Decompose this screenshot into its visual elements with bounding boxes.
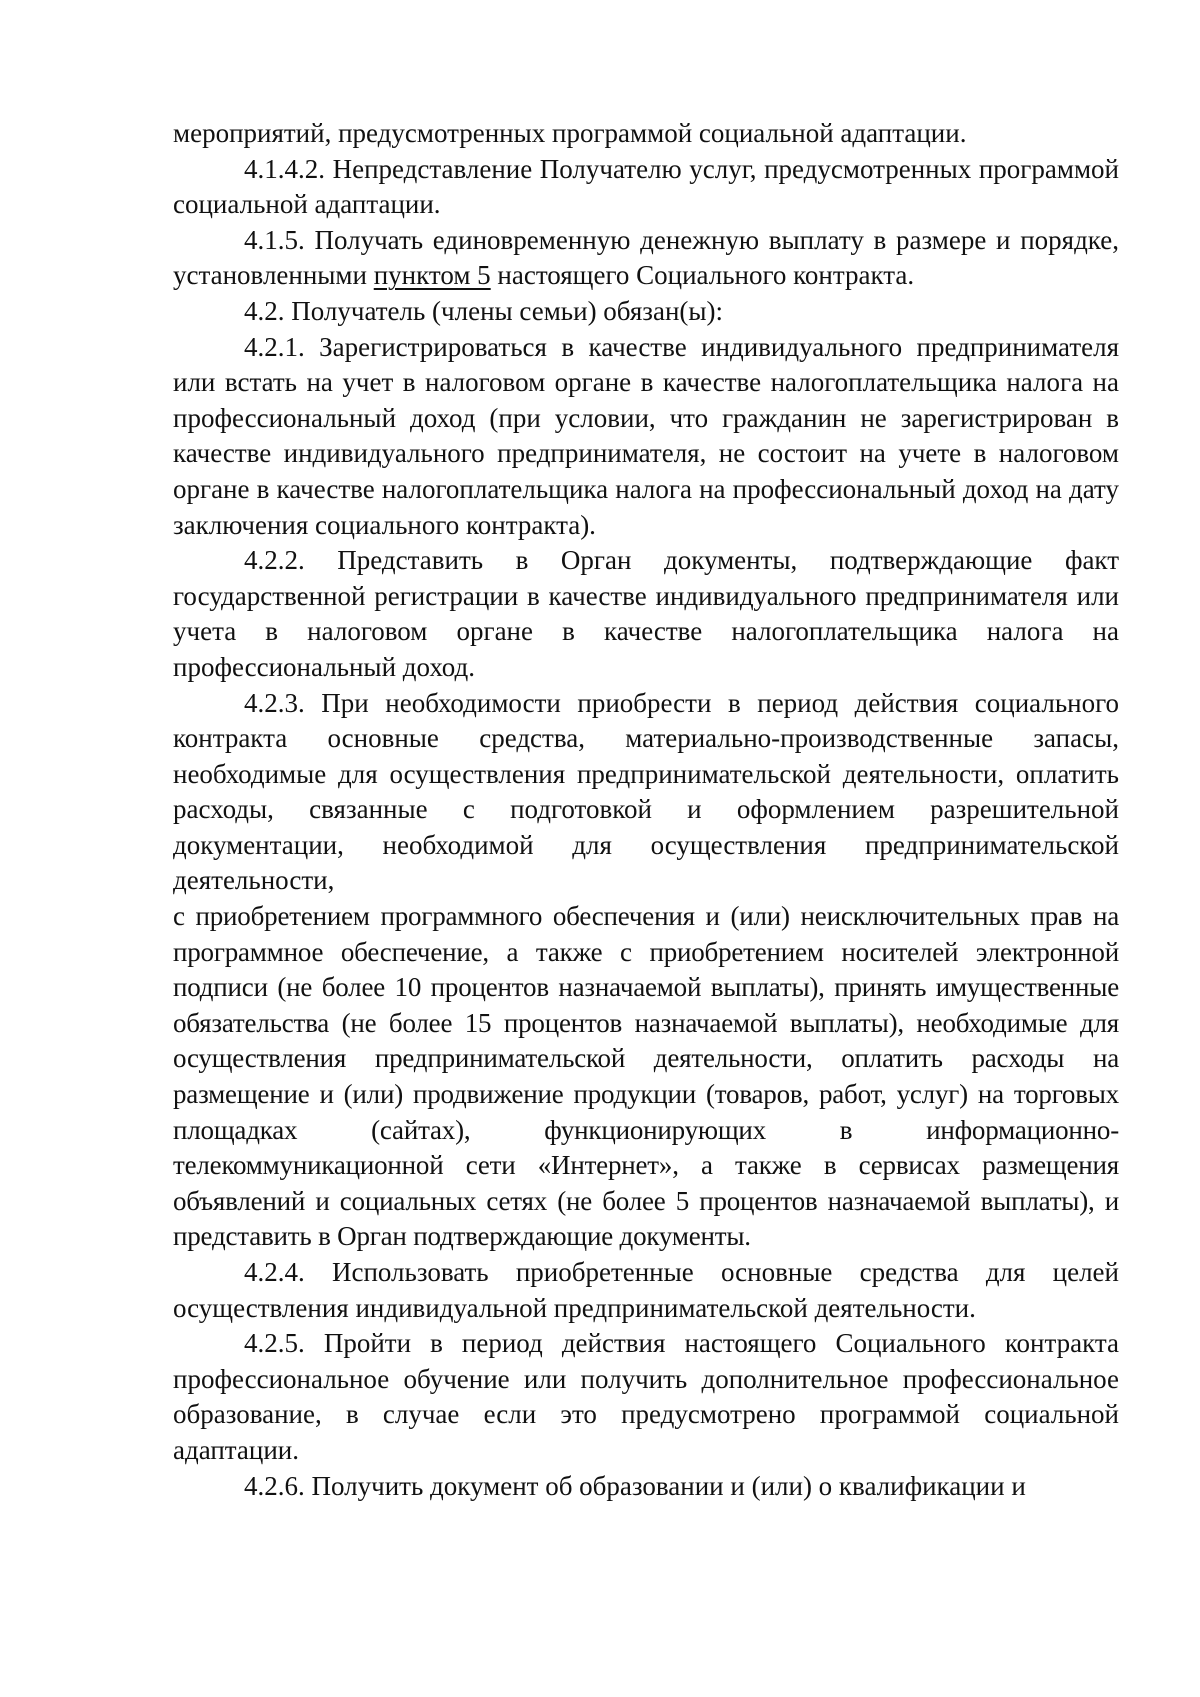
- paragraph-4-1-5-text-end: настоящего Социального контракта.: [490, 260, 915, 291]
- paragraph-4-2-6: 4.2.6. Получить документ об образовании и (или) о квалификации и: [244, 1470, 1026, 1501]
- paragraph-4-2-4: 4.2.4. Использовать приобретенные основные средства для целей осуществления индивидуальной предпринимательской деятельности.: [173, 1257, 1119, 1323]
- paragraph-4-2-3-continuation: с приобретением программного обеспечения и (или) неисключительных прав на программное обеспечение, а также с приобретением носителей электронной подписи (не более 10 процентов назначаемой выплаты), принять имущественные обязательства (не более 15 процентов назначаемой выплаты), необходимые для осуществления предпринимательской деятельности, оплатить расходы на размещение и (или) продвижение продукции (товаров, работ, услуг) на торговых площадках (сайтах), функционирующих в информационно-телекоммуникационной сети «Интернет», а также в сервисах размещения объявлений и социальных сетях (не более 5 процентов назначаемой выплаты), и представить в Орган подтверждающие документы.: [173, 901, 1119, 1252]
- paragraph-4-2-1: 4.2.1. Зарегистрироваться в качестве индивидуального предпринимателя или встать на учет в налоговом органе в качестве налогоплательщика налога на профессиональный доход (при условии, что гражданин не зарегистрирован в качестве индивидуального предпринимателя, не состоит на учете в налоговом органе в качестве налогоплательщика налога на профессиональный доход на дату заключения социального контракта).: [173, 331, 1119, 540]
- document-body: [173, 116, 1119, 1504]
- paragraph-4-2-5: 4.2.5. Пройти в период действия настоящего Социального контракта профессиональное обучение или получить дополнительное профессиональное образование, в случае если это предусмотрено программой социальной адаптации.: [173, 1328, 1119, 1465]
- paragraph-4-2-2: 4.2.2. Представить в Орган документы, подтверждающие факт государственной регистрации в качестве индивидуального предпринимателя или учета в налоговом органе в качестве налогоплательщика налога на профессиональный доход.: [173, 545, 1119, 682]
- paragraph-4-1-4-2: 4.1.4.2. Непредставление Получателю услуг, предусмотренных программой социальной адаптации.: [173, 153, 1119, 220]
- paragraph-continuation: мероприятий, предусмотренных программой социальной адаптации.: [173, 118, 967, 148]
- clause-5-link[interactable]: пунктом 5: [373, 260, 491, 291]
- paragraph-4-1-5-text-start: 4.1.5. Получать единовременную денежную выплату в размере и порядке, установленными: [173, 224, 1119, 291]
- paragraph-4-1-5: [173, 223, 1119, 294]
- paragraph-4-2-3: 4.2.3. При необходимости приобрести в период действия социального контракта основные средства, материально-производственные запасы, необходимые для осуществления предпринимательской деятельности, оплатить расходы, связанные с подготовкой и оформлением разрешительной документации, необходимой для осуществления предпринимательской деятельности,: [173, 687, 1119, 896]
- paragraph-4-2: 4.2. Получатель (члены семьи) обязан(ы):: [244, 295, 724, 326]
